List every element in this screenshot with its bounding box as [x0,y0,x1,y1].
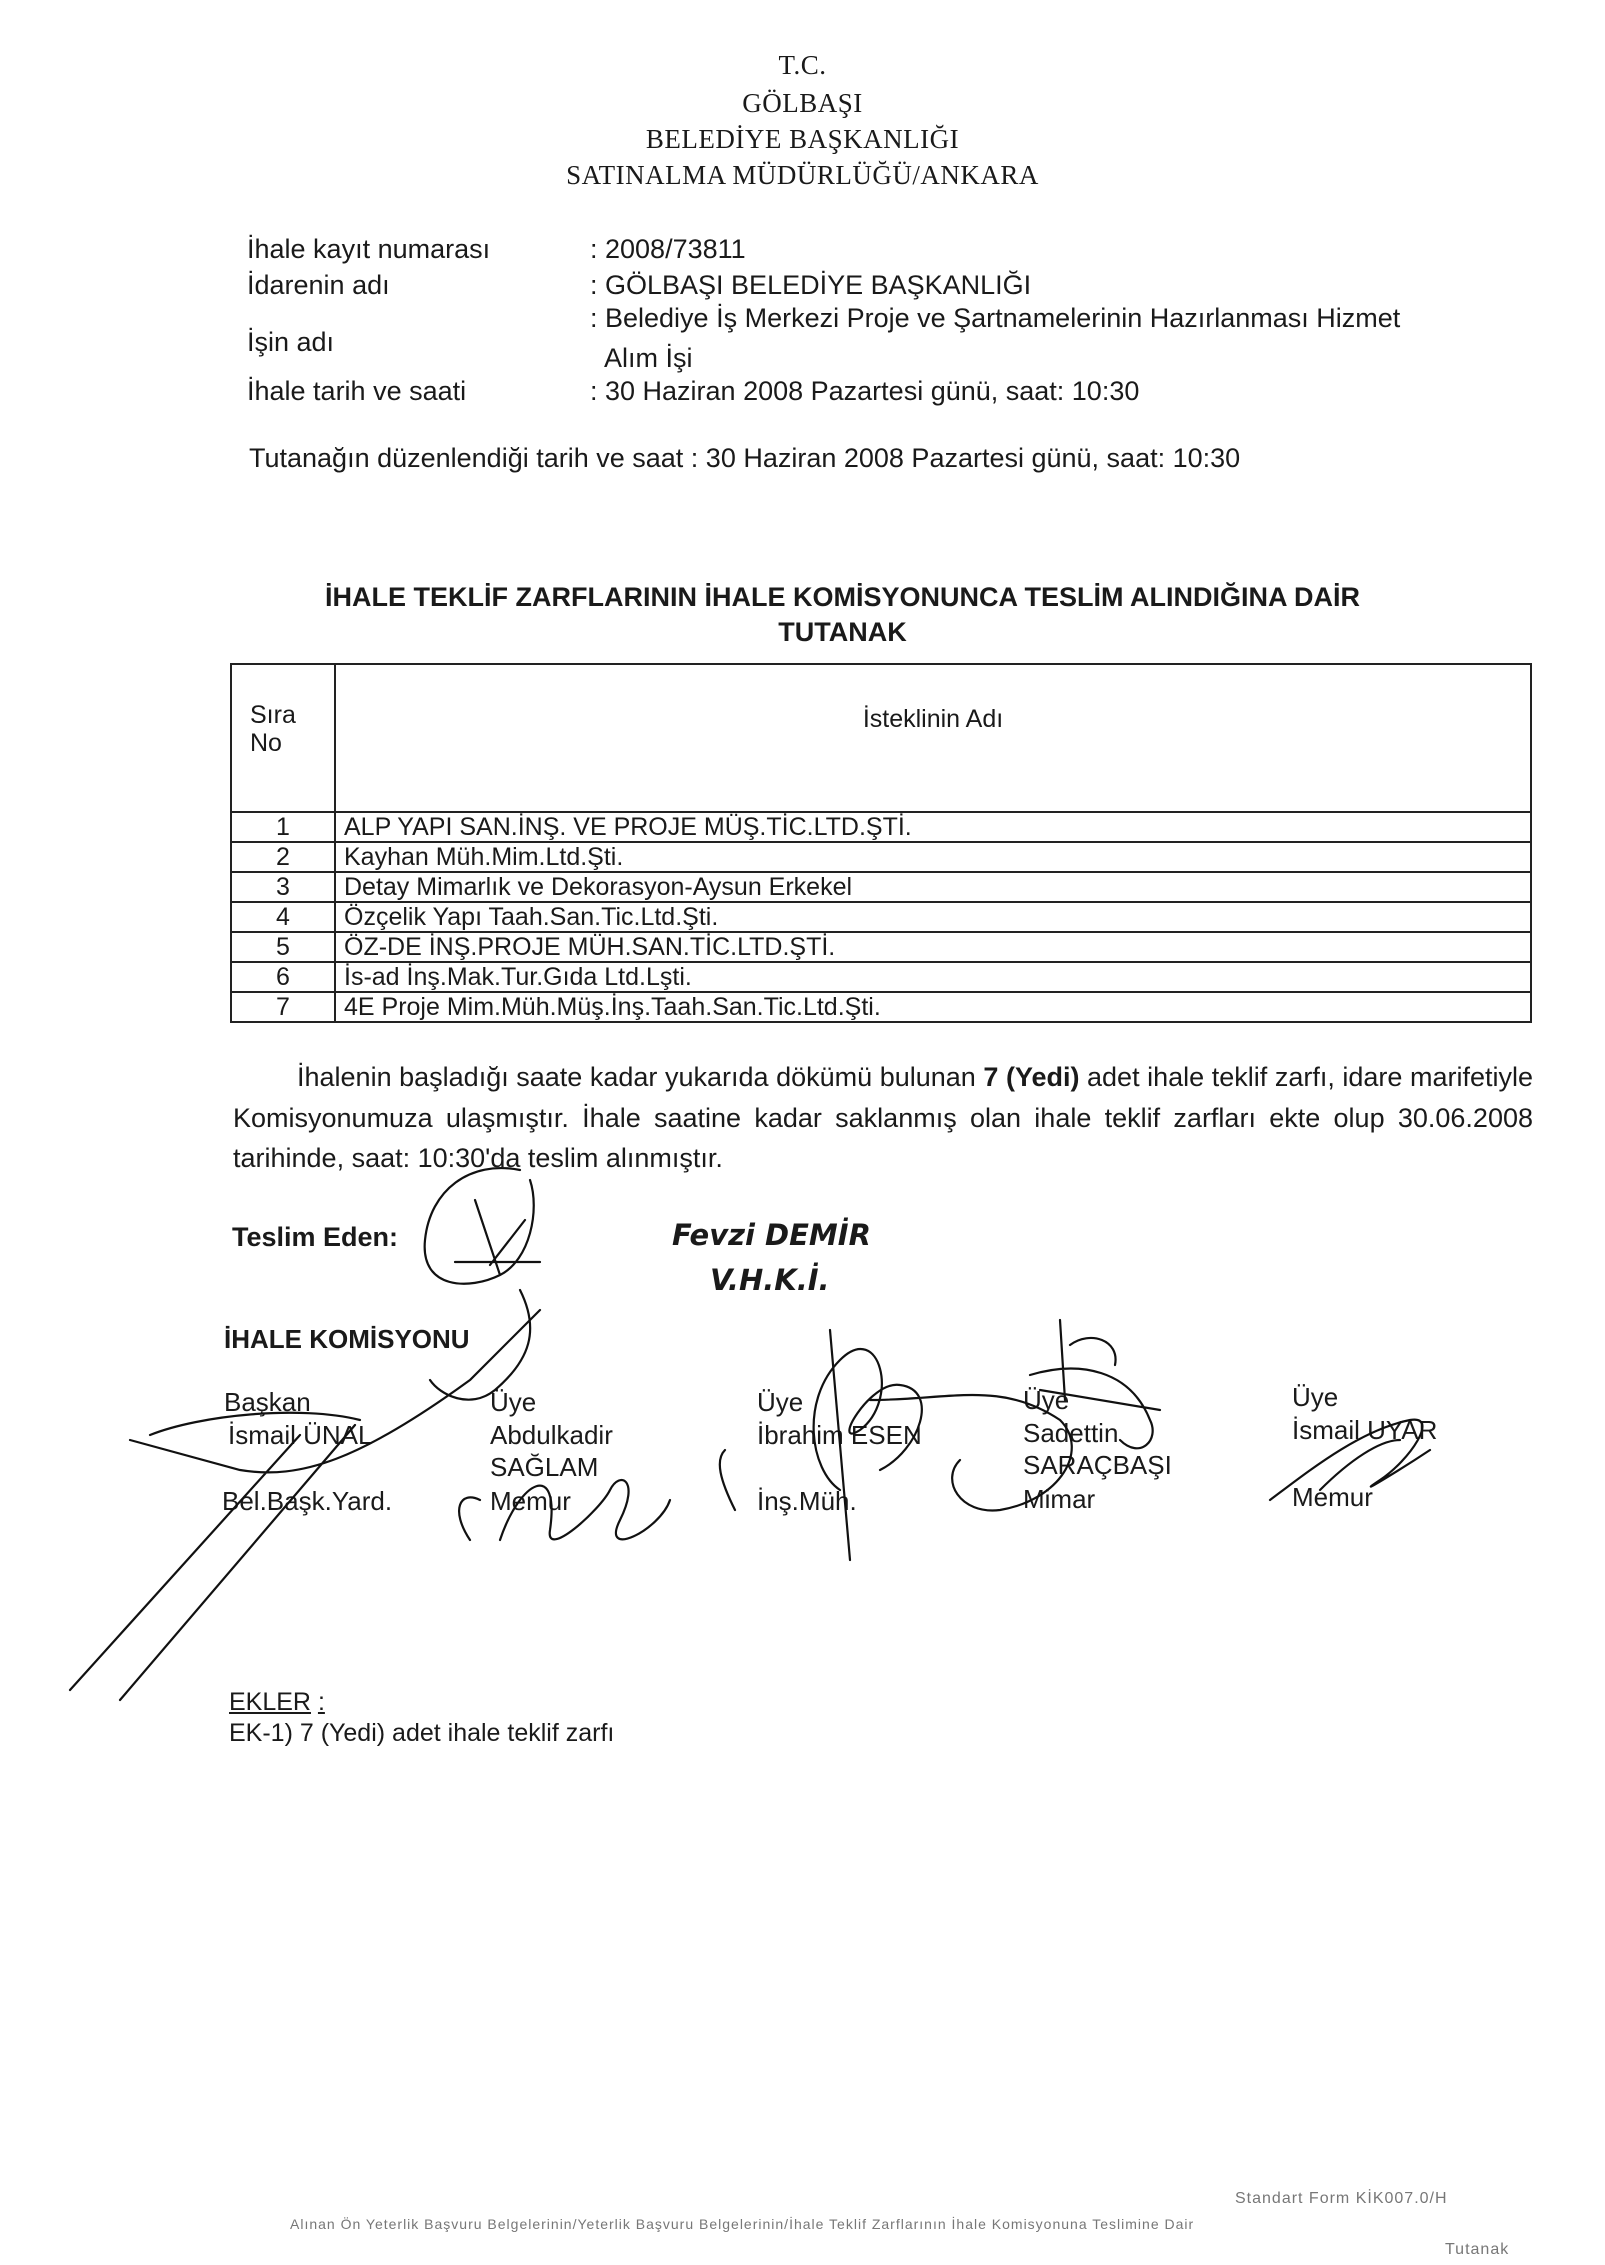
row-name: ALP YAPI SAN.İNŞ. VE PROJE MÜŞ.TİC.LTD.ŞTİ. [335,812,1531,842]
row-no: 5 [231,932,335,962]
para-text-1: İhalenin başladığı saate kadar yukarıda dökümü bulunan [297,1062,984,1092]
footer-tutanak: Tutanak [1445,2241,1510,2258]
komisyon-title: İHALE KOMİSYONU [224,1324,470,1354]
row-no: 3 [231,872,335,902]
is-value-line1: : Belediye İş Merkezi Proje ve Şartnamelerinin Hazırlanması Hizmet [590,303,1401,333]
teslim-title: V.H.K.İ. [710,1263,830,1297]
member-4-title: Mimar [1023,1484,1096,1514]
row-name: Özçelik Yapı Taah.San.Tic.Ltd.Şti. [335,902,1531,932]
signature-uyar [1270,1420,1430,1500]
tarih-label: İhale tarih ve saati [247,376,467,406]
is-label: İşin adı [247,327,335,357]
footer-form: Standart Form KİK007.0/H [1235,2190,1448,2207]
member-2-name2: SAĞLAM [490,1452,599,1482]
member-4-role: Üye [1023,1385,1070,1415]
member-5-name: İsmail UYAR [1292,1415,1438,1445]
member-4-name: Sadettin [1023,1418,1119,1448]
member-1-role: Başkan [224,1387,311,1417]
member-2-role: Üye [490,1387,537,1417]
ekler-colon: : [317,1688,325,1716]
teslim-name: Fevzi DEMİR [672,1218,871,1252]
member-3-title: İnş.Müh. [757,1486,857,1516]
col-no-label: No [250,729,282,757]
member-1-title: Bel.Başk.Yard. [222,1486,393,1516]
idare-label: İdarenin adı [247,270,390,300]
ekler-title [229,1688,325,1717]
para-bold-count: 7 (Yedi) [983,1062,1080,1092]
signature-baskan [70,1310,540,1700]
ekler-item: EK-1) 7 (Yedi) adet ihale teklif zarfı [229,1719,615,1747]
kayit-label: İhale kayıt numarası [247,234,491,264]
para-text-2: adet ihale teklif zarfı, idare marifetiyle Komisyonumuza ulaşmıştır. İhale saatine kadar saklanmış olan ihale teklif zarfları ekte olup 30.06.2008 tarihinde, saat: 10:30'da teslim alınmıştır. [233,1062,1534,1173]
signature-esen [720,1330,1072,1560]
member-4-name2: SARAÇBAŞI [1023,1450,1172,1480]
idare-value: : GÖLBAŞI BELEDİYE BAŞKANLIĞI [590,270,1032,300]
signature-saracbasi [1030,1320,1160,1448]
tutanak-line: Tutanağın düzenlendiği tarih ve saat : 30 Haziran 2008 Pazartesi günü, saat: 10:30 [249,443,1241,473]
row-name: Detay Mimarlık ve Dekorasyon-Aysun Erkekel [335,872,1531,902]
member-5-role: Üye [1292,1382,1339,1412]
member-1-name: İsmail ÜNAL [228,1420,373,1450]
member-2-name: Abdulkadir [490,1420,613,1450]
signature-teslim [425,1168,540,1400]
header-belediye: BELEDİYE BAŞKANLIĞI [645,124,960,154]
header-golbasi: GÖLBAŞI [742,88,863,118]
ekler-title-text: EKLER [229,1688,311,1716]
row-no: 4 [231,902,335,932]
row-name: İs-ad İnş.Mak.Tur.Gıda Ltd.Lşti. [335,962,1531,992]
row-name: Kayhan Müh.Mim.Ltd.Şti. [335,842,1531,872]
row-no: 1 [231,812,335,842]
doc-title-2: TUTANAK [778,617,907,647]
row-no: 6 [231,962,335,992]
row-name: ÖZ-DE İNŞ.PROJE MÜH.SAN.TİC.LTD.ŞTİ. [335,932,1531,962]
row-no: 7 [231,992,335,1022]
member-3-name: İbrahim ESEN [757,1420,922,1450]
member-5-title: Memur [1292,1482,1373,1512]
member-2-title: Memur [490,1486,571,1516]
doc-title: İHALE TEKLİF ZARFLARININ İHALE KOMİSYONUNCA TESLİM ALINDIĞINA DAİR [325,582,1360,612]
signature-saglam [459,1480,670,1540]
member-3-role: Üye [757,1387,804,1417]
col-sira-label: Sıra [250,701,296,729]
header-mudurluk: SATINALMA MÜDÜRLÜĞÜ/ANKARA [566,160,1039,190]
tarih-value: : 30 Haziran 2008 Pazartesi günü, saat: 10:30 [590,376,1140,406]
header-tc: T.C. [778,50,827,80]
row-no: 2 [231,842,335,872]
is-value-line2: Alım İşi [604,343,693,373]
col-istekli-adi: İsteklinin Adı [335,664,1531,812]
row-name: 4E Proje Mim.Müh.Müş.İnş.Taah.San.Tic.Ltd.Şti. [335,992,1531,1022]
teslim-label: Teslim Eden: [232,1222,399,1252]
kayit-value: : 2008/73811 [590,234,746,264]
footer-line: Alınan Ön Yeterlik Başvuru Belgelerinin/Yeterlik Başvuru Belgelerinin/İhale Teklif Zarflarının İhale Komisyonuna Teslimine Dair [290,2216,1195,2232]
